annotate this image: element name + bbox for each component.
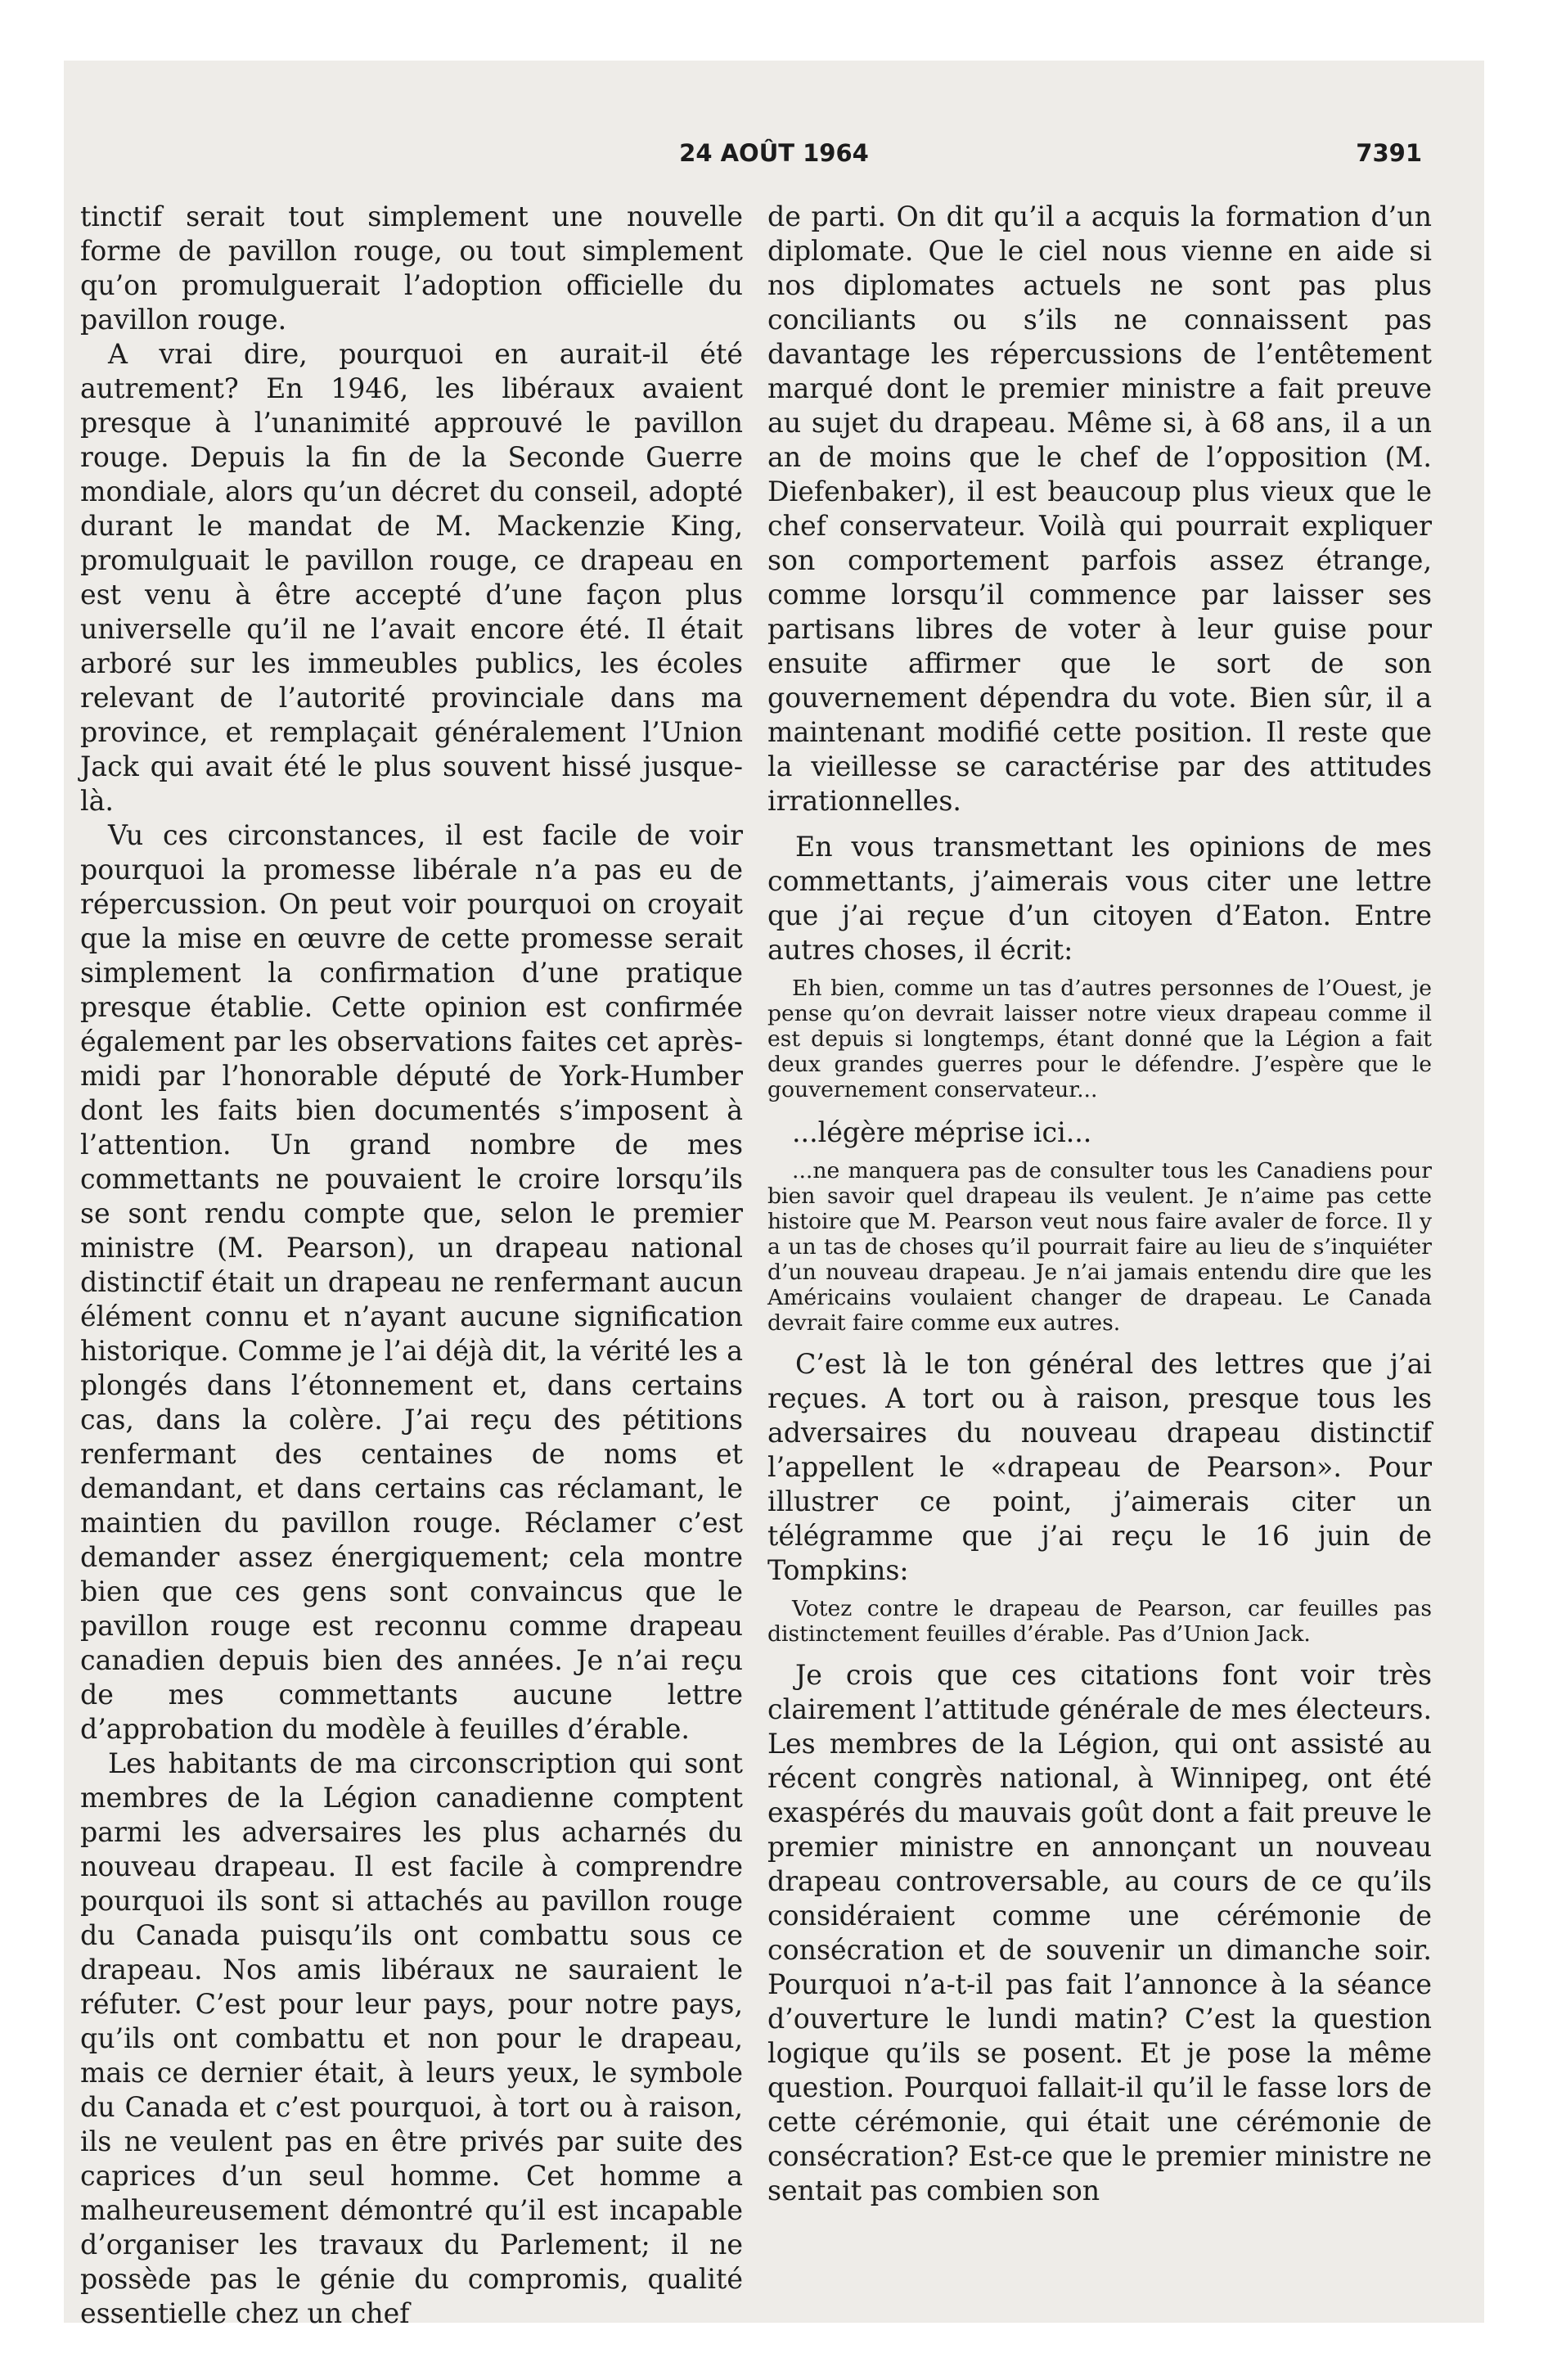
paragraph: En vous transmettant les opinions de mes commettants, j’aimerais vous citer une lettre que j’ai reçue d’un citoyen d’Eaton. Entre autres choses, il écrit: (767, 831, 1432, 966)
quoted-letter: ...ne manquera pas de consulter tous les Canadiens pour bien savoir quel drapeau ils veulent. Je n’aime pas cette histoire que M. Pearson veut nous faire avaler de force. Il y a un tas de choses qu’il pourrait faire au lieu de s’inquiéter d’un nouveau drapeau. Je n’ai jamais entendu dire que les Américains voulaient changer de drapeau. Le Canada devrait faire comme eux autres. (767, 1158, 1432, 1336)
paragraph: C’est là le ton général des lettres que j’ai reçues. A tort ou à raison, presque tous les adversaires du nouveau drapeau distinctif l’appellent le «drapeau de Pearson». Pour illustrer ce point, j’aimerais citer un télégramme que j’ai reçu le 16 juin de Tompkins: (767, 1348, 1432, 1586)
paragraph: A vrai dire, pourquoi en aurait-il été autrement? En 1946, les libéraux avaient presque à l’unanimité approuvé le pavillon rouge. Depuis la fin de la Seconde Guerre mondiale, alors qu’un décret du conseil, adopté durant le mandat de M. Mackenzie King, promulguait le pavillon rouge, ce drapeau en est venu à être accepté d’une façon plus universelle qu’il ne l’avait encore été. Il était arboré sur les immeubles publics, les écoles relevant de l’autorité provinciale dans ma province, et remplaçait généralement l’Union Jack qui avait été le plus souvent hissé jusque-là. (80, 338, 743, 817)
right-column (767, 200, 1432, 2208)
paragraph: tinctif serait tout simplement une nouvelle forme de pavillon rouge, ou tout simplement qu’on promulguerait l’adoption officielle du pavillon rouge. (80, 201, 743, 336)
quoted-letter-aside: ...légère méprise ici... (792, 1116, 1092, 1148)
paragraph: Les habitants de ma circonscription qui sont membres de la Légion canadienne comptent parmi les adversaires les plus acharnés du nouveau drapeau. Il est facile à comprendre pourquoi ils sont si attachés au pavillon rouge du Canada puisqu’ils ont combattu sous ce drapeau. Nos amis libéraux ne sauraient le réfuter. C’est pour leur pays, pour notre pays, qu’ils ont combattu et non pour le drapeau, mais ce dernier était, à leurs yeux, le symbole du Canada et c’est pourquoi, à tort ou à raison, ils ne veulent pas en être privés par suite des caprices d’un seul homme. Cet homme a malheureusement démontré qu’il est incapable d’organiser les travaux du Parlement; il ne possède pas le génie du compromis, qualité essentielle chez un chef (80, 1747, 743, 2329)
paragraph: Vu ces circonstances, il est facile de voir pourquoi la promesse libérale n’a pas eu de répercussion. On peut voir pourquoi on croyait que la mise en œuvre de cette promesse serait simplement la confirmation d’une pratique presque établie. Cette opinion est confirmée également par les observations faites cet après-midi par l’honorable député de York-Humber dont les faits bien documentés s’imposent à l’attention. Un grand nombre de mes commettants ne pouvaient le croire lorsqu’ils se sont rendu compte que, selon le premier ministre (M. Pearson), un drapeau national distinctif était un drapeau ne renfermant aucun élément connu et n’ayant aucune signification historique. Comme je l’ai déjà dit, la vérité les a plongés dans l’étonnement et, dans certains cas, dans la colère. J’ai reçu des pétitions renfermant des centaines de noms et demandant, et dans certains cas réclamant, le maintien du pavillon rouge. Réclamer c’est demander assez énergiquement; cela montre bien que ces gens sont convaincus que le pavillon rouge est reconnu comme drapeau canadien depuis bien des années. Je n’ai reçu de mes commettants aucune lettre d’approbation du modèle à feuilles d’érable. (80, 819, 743, 1745)
quoted-telegram: Votez contre le drapeau de Pearson, car feuilles pas distinctement feuilles d’érable. Pas d’Union Jack. (767, 1596, 1432, 1647)
page-scan (64, 61, 1484, 2329)
paragraph: de parti. On dit qu’il a acquis la formation d’un diplomate. Que le ciel nous vienne en aide si nos diplomates actuels ne sont pas plus conciliants ou s’ils ne connaissent pas davantage les répercussions de l’entêtement marqué dont le premier ministre a fait preuve au sujet du drapeau. Même si, à 68 ans, il a un an de moins que le chef de l’opposition (M. Diefenbaker), il est beaucoup plus vieux que le chef conservateur. Voilà qui pourrait expliquer son comportement parfois assez étrange, comme lorsqu’il commence par laisser ses partisans libres de voter à leur guise pour ensuite affirmer que le sort de son gouvernement dépendra du vote. Bien sûr, il a maintenant modifié cette position. Il reste que la vieillesse se caractérise par des attitudes irrationnelles. (767, 201, 1432, 817)
page-header (64, 139, 1484, 175)
left-column (80, 200, 743, 2331)
page-number: 7391 (1356, 139, 1422, 167)
paragraph: Je crois que ces citations font voir très clairement l’attitude générale de mes électeurs. Les membres de la Légion, qui ont assisté au récent congrès national, à Winnipeg, ont été exaspérés du mauvais goût dont a fait preuve le premier ministre en annonçant un nouveau drapeau controversable, au cours de ce qu’ils considéraient comme une cérémonie de consécration et de souvenir un dimanche soir. Pourquoi n’a-t-il pas fait l’annonce à la séance d’ouverture le lundi matin? C’est la question logique qu’ils se posent. Et je pose la même question. Pourquoi fallait-il qu’il le fasse lors de cette cérémonie, qui était une cérémonie de consécration? Est-ce que le premier ministre ne sentait pas combien son (767, 1659, 1432, 2206)
quoted-letter: Eh bien, comme un tas d’autres personnes de l’Ouest, je pense qu’on devrait laisser notre vieux drapeau comme il est depuis si longtemps, étant donné que la Légion a fait deux grandes guerres pour le défendre. J’espère que le gouvernement conservateur... (767, 976, 1432, 1102)
header-date: 24 AOÛT 1964 (679, 139, 869, 167)
